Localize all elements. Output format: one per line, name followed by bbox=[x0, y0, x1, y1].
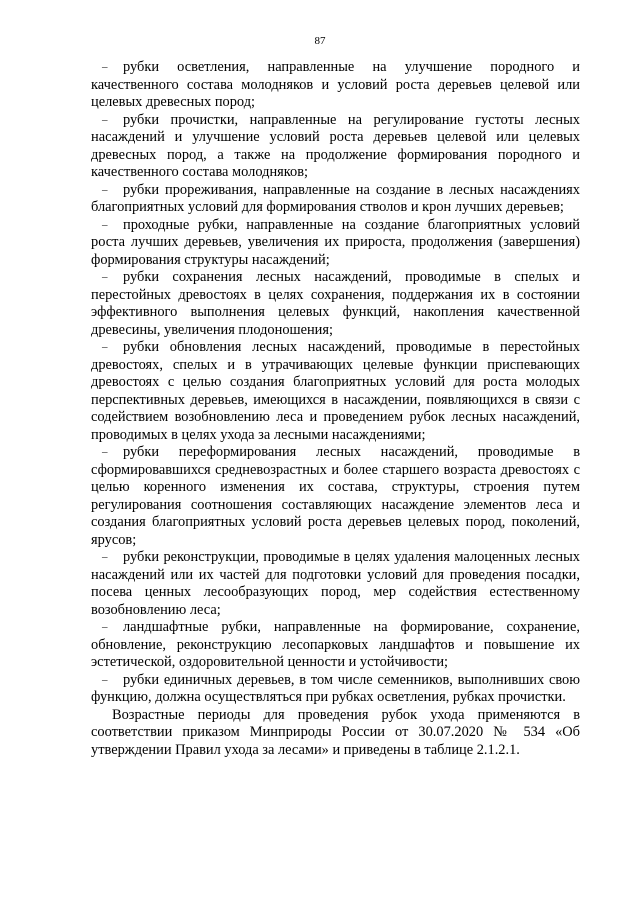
list-item bbox=[91, 59, 580, 112]
list-item-text: рубки единичных деревьев, в том числе семенников, выполнивших свою функцию, должна осуществляться при рубках осветления, рубках прочистки. bbox=[91, 671, 580, 705]
list-item bbox=[91, 619, 580, 672]
list-item-text: рубки обновления лесных насаждений, проводимые в перестойных древостоях, спелых и в утрачивающих целевые функции приспевающих древостоях с целью создания благоприятных условий для роста молодых перспективных деревьев, имеющихся в насаждении, появляющихся в связи с содействием возобновлению леса и проведением рубок лесных насаждений, проводимых в целях ухода за лесными насаждениями; bbox=[91, 339, 580, 443]
dash-marker: – bbox=[102, 551, 108, 563]
dash-marker: – bbox=[102, 673, 108, 686]
list-item-text: рубки прореживания, направленные на создание в лесных насаждениях благоприятных условий для формирования стволов и крон лучших деревьев; bbox=[91, 181, 580, 215]
dash-marker: – bbox=[102, 446, 108, 458]
dash-marker: – bbox=[102, 621, 108, 633]
dash-marker: – bbox=[102, 218, 108, 231]
list-item-text: рубки прочистки, направленные на регулирование густоты лесных насаждений и улучшение условий роста деревьев целевой или целевых древесных пород, а также на продолжение формирования породного и качественного состава молодняков; bbox=[91, 111, 580, 180]
page-number: 87 bbox=[314, 35, 326, 47]
bullet-list bbox=[91, 59, 580, 707]
list-item bbox=[91, 444, 580, 549]
list-item bbox=[91, 182, 580, 217]
list-item bbox=[91, 339, 580, 444]
list-item-text: рубки реконструкции, проводимые в целях удаления малоценных лесных насаждений или их частей для подготовки условий для проведения посадки, посева ценных лесообразующих пород, мер содействия естественному возобновлению леса; bbox=[91, 549, 580, 618]
page-content bbox=[91, 59, 580, 759]
list-item bbox=[91, 672, 580, 707]
list-item-text: проходные рубки, направленные на создание благоприятных условий роста лучших деревьев, увеличения их прироста, продолжения (завершения) формирования структуры насаждений; bbox=[91, 216, 580, 268]
dash-marker: – bbox=[102, 341, 108, 353]
list-item-text: ландшафтные рубки, направленные на формирование, сохранение, обновление, реконструкцию лесопарковых ландшафтов и повышение их эстетической, оздоровительной ценности и устойчивости; bbox=[91, 619, 580, 670]
dash-marker: – bbox=[102, 271, 108, 283]
list-item bbox=[91, 269, 580, 339]
dash-marker: – bbox=[102, 61, 108, 73]
list-item-text: рубки переформирования лесных насаждений, проводимые в сформировавшихся средневозрастных и более старшего возраста древостоях с целью коренного изменения их состава, структуры, строения путем регулирования соотношения составляющих насаждение элементов леса и создания благоприятных условий роста деревьев целевых пород, поколений, ярусов; bbox=[91, 444, 580, 548]
closing-paragraph: Возрастные периоды для проведения рубок ухода применяются в соответствии приказом Минприроды России от 30.07.2020 № 534 «Об утверждении Правил ухода за лесами» и приведены в таблице 2.1.2.1. bbox=[91, 706, 580, 758]
dash-marker: – bbox=[102, 183, 108, 196]
dash-marker: – bbox=[102, 113, 108, 126]
list-item bbox=[91, 217, 580, 270]
list-item bbox=[91, 549, 580, 619]
list-item-text: рубки сохранения лесных насаждений, проводимые в спелых и перестойных древостоях в целях сохранения, поддержания их в состоянии эффективного выполнения целевых функций, накопления качественной древесины, увеличения плодоношения; bbox=[91, 269, 580, 338]
list-item bbox=[91, 112, 580, 182]
list-item-text: рубки осветления, направленные на улучшение породного и качественного состава молодняков и условий роста деревьев целевой или целевых древесных пород; bbox=[91, 59, 580, 110]
